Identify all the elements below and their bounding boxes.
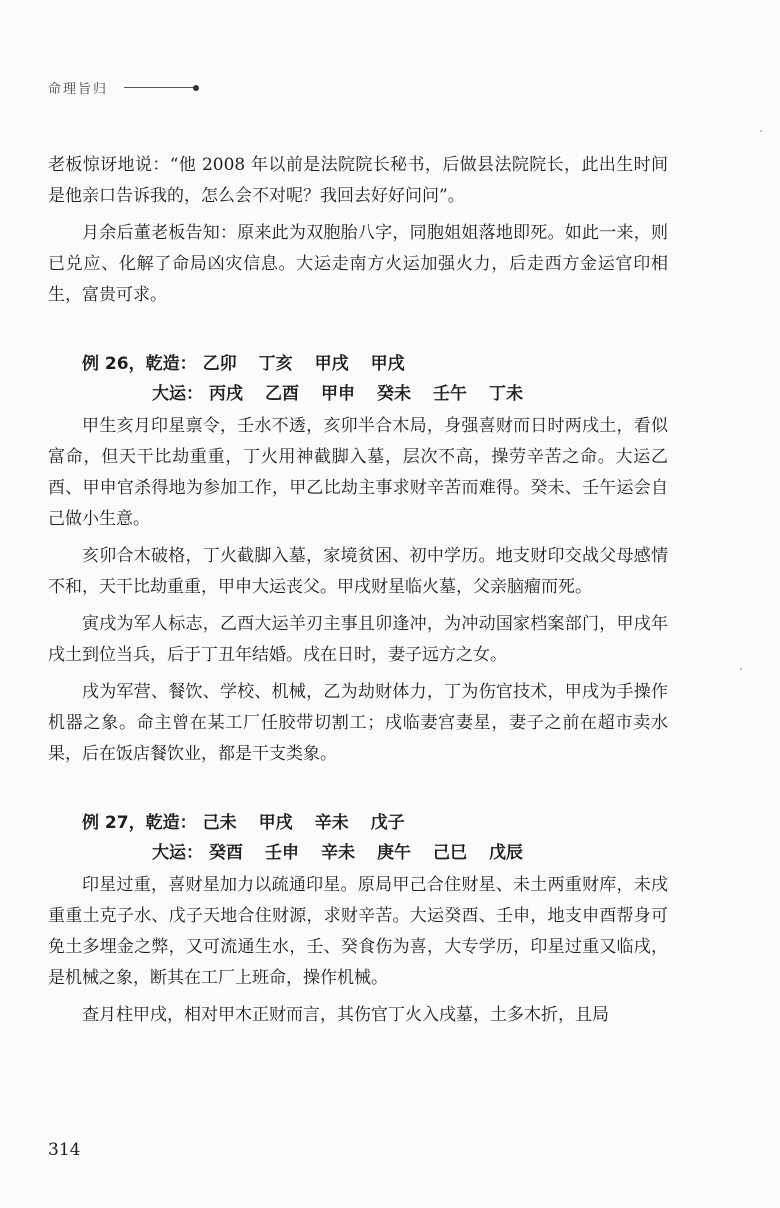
running-title: 命理旨归 (48, 82, 109, 97)
example-paragraph: 印星过重，喜财星加力以疏通印星。原局甲己合住财星、未土两重财库，未戌重重土克子水、戊子天地合住财源，求财辛苦。大运癸酉、壬申，地支申酉帮身可免土多埋金之弊，又可流通生水，壬、癸食伤为喜，大专学历，印星过重又临戌，是机械之象，断其在工厂上班命，操作机械。 (48, 875, 668, 988)
example-paragraph: 查月柱甲戌，相对甲木正财而言，其伤官丁火入戌墓，土多木折，且局 (82, 1005, 609, 1025)
page-body (48, 150, 668, 1037)
scan-speck (740, 668, 742, 670)
luck-pillar: 丙戌 (209, 384, 243, 404)
luck-cycle-line (152, 838, 668, 868)
header-dot-ornament (193, 85, 199, 91)
pillar-year: 乙卯 (202, 354, 237, 374)
luck-cycle-line (152, 379, 668, 409)
luck-pillar: 庚午 (377, 843, 411, 863)
example-26 (48, 349, 668, 770)
luck-pillar: 壬申 (265, 843, 299, 863)
pillar-month: 丁亥 (258, 354, 293, 374)
example-paragraph: 寅戌为军人标志，乙酉大运羊刃主事且卯逢冲，为冲动国家档案部门，甲戌年戌土到位当兵，后于丁丑年结婚。戌在日时，妻子远方之女。 (48, 614, 668, 665)
example-paragraph: 甲生亥月印星禀令，壬水不透，亥卯半合木局，身强喜财而日时两戌土，看似富命，但天干比劫重重，丁火用神截脚入墓，层次不高，操劳辛苦之命。大运乙酉、甲申官杀得地为参加工作，甲乙比劫主事求财辛苦而难得。癸未、壬午运会自己做小生意。 (48, 416, 668, 529)
intro-paragraph: 老板惊讶地说：“他 2008 年以前是法院院长秘书，后做县法院院长，此出生时间是他亲口告诉我的，怎么会不对呢？我回去好好问问”。 (48, 155, 668, 206)
intro-paragraph: 月余后董老板告知：原来此为双胞胎八字，同胞姐姐落地即死。如此一来，则已兑应、化解了命局凶灾信息。大运走南方火运加强火力，后走西方金运官印相生，富贵可求。 (48, 223, 668, 305)
luck-pillar: 癸酉 (209, 843, 243, 863)
example-paragraph: 亥卯合木破格，丁火截脚入墓，家境贫困、初中学历。地支财印交战父母感情不和，天干比劫重重，甲申大运丧父。甲戌财星临火墓，父亲脑瘤而死。 (48, 546, 668, 597)
scan-speck (760, 130, 762, 132)
luck-pillar: 癸未 (377, 384, 411, 404)
example-paragraph: 戌为军营、餐饮、学校、机械，乙为劫财体力，丁为伤官技术，甲戌为手操作机器之象。命主曾在某工厂任胶带切割工；戌临妻宫妻星，妻子之前在超市卖水果，后在饭店餐饮业，都是干支类象。 (48, 682, 668, 764)
header-rule (124, 87, 194, 88)
example-label: 例 27，乾造： (82, 813, 197, 833)
luck-pillar: 戊辰 (489, 843, 523, 863)
pillar-day: 甲戌 (314, 354, 349, 374)
pillar-month: 甲戌 (258, 813, 293, 833)
luck-pillar: 辛未 (321, 843, 355, 863)
luck-pillar: 壬午 (433, 384, 467, 404)
luck-label: 大运： (152, 384, 203, 404)
luck-label: 大运： (152, 843, 203, 863)
luck-pillar: 丁未 (489, 384, 523, 404)
pillar-hour: 戊子 (370, 813, 405, 833)
example-title (82, 808, 668, 838)
page-number: 314 (48, 1140, 81, 1160)
running-header (48, 78, 199, 97)
pillar-year: 己未 (202, 813, 237, 833)
example-label: 例 26，乾造： (82, 354, 197, 374)
pillar-day: 辛未 (314, 813, 349, 833)
example-title (82, 349, 668, 379)
luck-pillar: 乙酉 (265, 384, 299, 404)
example-27 (48, 808, 668, 1031)
luck-pillar: 甲申 (321, 384, 355, 404)
luck-pillar: 己巳 (433, 843, 467, 863)
pillar-hour: 甲戌 (370, 354, 405, 374)
